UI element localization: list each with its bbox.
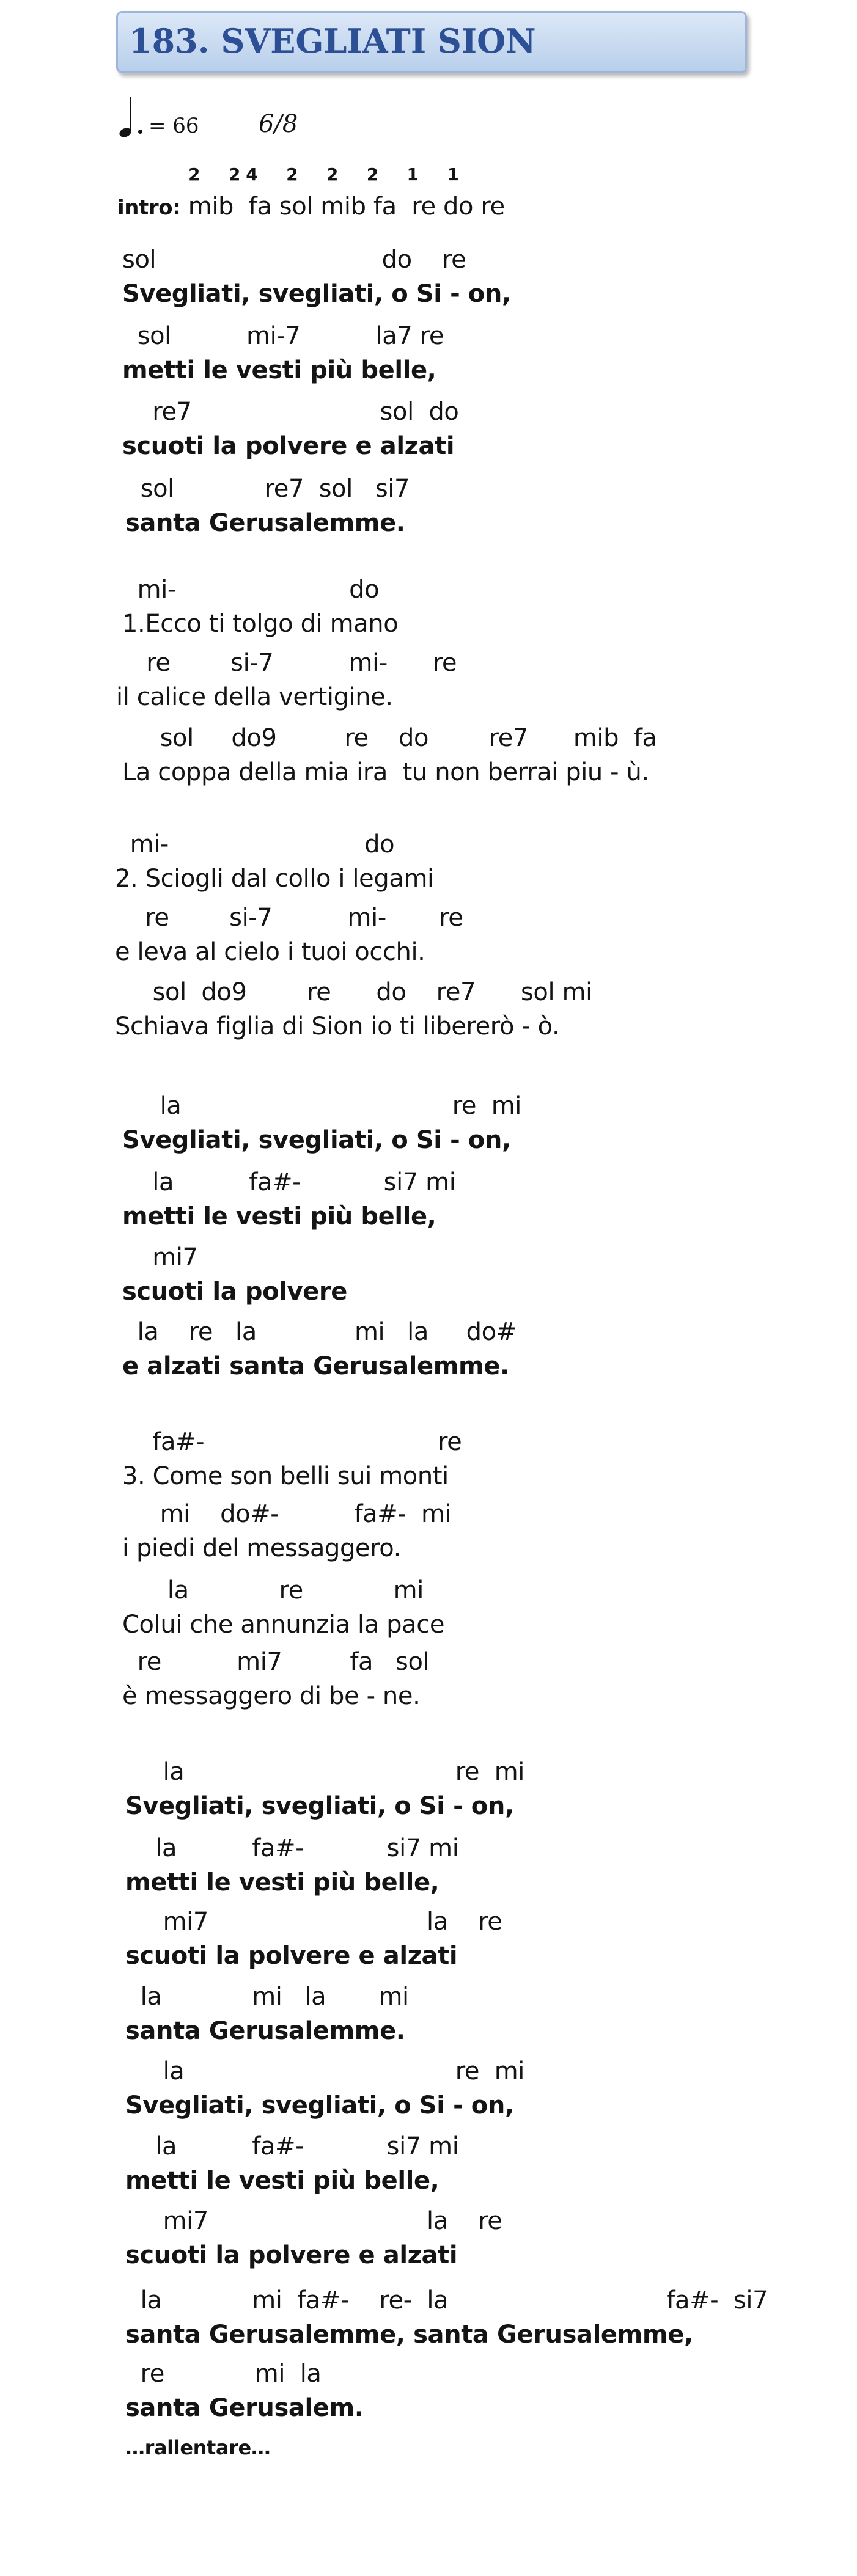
rallentare-note: …rallentare… — [125, 2436, 271, 2459]
chord-line: la mi la mi — [125, 1983, 409, 2011]
lyric-line: La coppa della mia ira tu non berrai piu - ù. — [122, 758, 649, 786]
lyric-line: 2. Sciogli dal collo i legami — [115, 865, 434, 893]
dotted-quarter-note-icon — [130, 97, 131, 133]
intro-label: intro: — [117, 196, 181, 220]
chord-line: sol do re — [122, 246, 466, 274]
note-dot-icon — [138, 130, 142, 134]
chord-line: la re la mi la do# — [122, 1318, 517, 1346]
chord-line: re si-7 mi- re — [115, 904, 463, 932]
lyric-line: scuoti la polvere — [122, 1278, 347, 1306]
intro-line — [117, 194, 505, 219]
lyric-line: 1.Ecco ti tolgo di mano — [122, 610, 399, 638]
chord-line: mi7 la re — [125, 1908, 502, 1936]
lyric-line: santa Gerusalemme. — [125, 509, 405, 537]
chord-line: mi7 la re — [125, 2207, 502, 2235]
chord-line: la fa#- si7 mi — [125, 2132, 459, 2161]
tempo-value: = 66 — [149, 114, 199, 138]
lyric-line: metti le vesti più belle, — [125, 1868, 440, 1897]
lyric-line: santa Gerusalem. — [125, 2394, 364, 2422]
lyric-line: 3. Come son belli sui monti — [122, 1462, 449, 1490]
lyric-line: metti le vesti più belle, — [125, 2167, 440, 2195]
chord-line: re7 sol do — [122, 398, 459, 426]
time-signature: 6/8 — [259, 110, 298, 138]
chord-line: re si-7 mi- re — [116, 649, 457, 677]
chord-line: la re mi — [125, 2057, 525, 2085]
lyric-line: scuoti la polvere e alzati — [125, 1942, 458, 1970]
lyric-line: Svegliati, svegliati, o Si - on, — [122, 1126, 511, 1154]
chord-line: mi- do — [122, 576, 380, 604]
lyric-line: è messaggero di be - ne. — [122, 1682, 421, 1710]
lyric-line: i piedi del messaggero. — [122, 1534, 401, 1562]
chord-line: la re mi — [125, 1758, 525, 1786]
chord-line: sol mi-7 la7 re — [122, 322, 444, 350]
chord-line: la re mi — [122, 1092, 522, 1120]
lyric-line: santa Gerusalemme, santa Gerusalemme, — [125, 2321, 693, 2349]
chord-line: sol do9 re do re7 mib fa — [122, 724, 657, 752]
tempo-marking — [119, 92, 315, 147]
lyric-line: Svegliati, svegliati, o Si - on, — [125, 1792, 514, 1820]
lyric-line: scuoti la polvere e alzati — [125, 2241, 458, 2269]
chord-line: la re mi — [122, 1576, 424, 1605]
chord-line: mi7 — [122, 1243, 198, 1272]
chord-line: la fa#- si7 mi — [125, 1834, 459, 1862]
lyric-line: santa Gerusalemme. — [125, 2017, 405, 2045]
title-banner — [116, 11, 747, 73]
intro-fingering: 2 2 4 2 2 2 1 1 — [188, 164, 459, 185]
intro-notes: mib fa sol mib fa re do re — [180, 192, 505, 221]
lyric-line: metti le vesti più belle, — [122, 356, 436, 384]
chord-line: re mi7 fa sol — [122, 1648, 430, 1676]
chord-line: sol do9 re do re7 sol mi — [115, 978, 592, 1006]
lyric-line: e leva al cielo i tuoi occhi. — [115, 938, 425, 966]
song-title: 183. SVEGLIATI SION — [129, 21, 536, 60]
chord-line: la fa#- si7 mi — [122, 1168, 456, 1196]
lyric-line: Svegliati, svegliati, o Si - on, — [122, 280, 511, 308]
chord-line: mi do#- fa#- mi — [122, 1500, 452, 1528]
chord-line: fa#- re — [122, 1428, 462, 1456]
lyric-line: e alzati santa Gerusalemme. — [122, 1352, 509, 1380]
chord-line: mi- do — [115, 830, 395, 858]
chord-line: la mi fa#- re- la fa#- si7 — [125, 2286, 768, 2314]
lyric-line: Svegliati, svegliati, o Si - on, — [125, 2091, 514, 2120]
lyric-line: Colui che annunzia la pace — [122, 1611, 445, 1639]
lyric-line: metti le vesti più belle, — [122, 1202, 436, 1231]
chord-line: sol re7 sol si7 — [125, 475, 410, 503]
lyric-line: scuoti la polvere e alzati — [122, 432, 455, 460]
lyric-line: il calice della vertigine. — [116, 683, 393, 711]
chord-line: re mi la — [125, 2360, 322, 2388]
lyric-line: Schiava figlia di Sion io ti libererò - ò. — [115, 1012, 560, 1041]
